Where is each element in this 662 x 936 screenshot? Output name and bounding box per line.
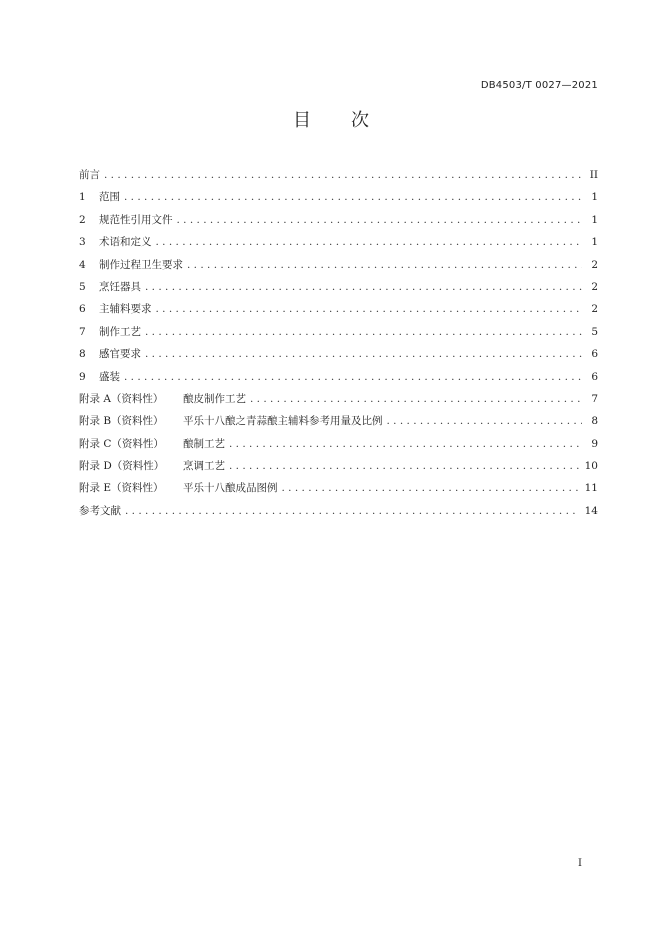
toc-entry-appendix: 附录 C（资料性） (79, 437, 164, 450)
toc-entry-appendix: 附录 E（资料性） (79, 482, 164, 495)
toc-entry-label: 范围 (99, 191, 120, 204)
dot-leader (387, 410, 583, 432)
dot-leader (229, 433, 582, 455)
toc-entry-page: 2 (591, 280, 598, 293)
toc-entry-process[interactable] (79, 321, 598, 343)
toc-entry-number: 9 (79, 370, 86, 383)
toc-entry-page: 7 (591, 392, 598, 405)
toc-entry-label: 制作过程卫生要求 (99, 258, 183, 271)
toc-entry-appendix: 附录 D（资料性） (79, 460, 165, 473)
toc-entry-hygiene[interactable] (79, 254, 598, 276)
toc-entry-number: 7 (79, 325, 86, 338)
toc-entry-label: 平乐十八酿成品图例 (183, 482, 278, 495)
dot-leader (250, 388, 582, 410)
page-number: I (578, 858, 582, 869)
toc-entry-cookware[interactable] (79, 276, 598, 298)
dot-leader (124, 366, 582, 388)
toc-entry-page: II (589, 169, 598, 181)
toc-entry-number: 2 (79, 213, 86, 226)
toc-entry-label: 盛装 (99, 370, 120, 383)
dot-leader (177, 209, 583, 231)
toc-entry-sensory[interactable] (79, 343, 598, 365)
toc-entry-label: 规范性引用文件 (99, 213, 173, 226)
toc-entry-page: 5 (591, 325, 598, 338)
toc-entry-label: 术语和定义 (99, 236, 152, 249)
table-of-contents (79, 164, 598, 522)
toc-entry-page: 1 (591, 191, 598, 204)
dot-leader (104, 164, 582, 186)
toc-entry-page: 1 (591, 236, 598, 249)
toc-entry-label: 前言 (79, 169, 100, 181)
toc-entry-label: 酿制工艺 (183, 437, 225, 450)
toc-entry-page: 6 (591, 348, 598, 361)
toc-entry-appendix: 附录 A（资料性） (79, 392, 164, 405)
dot-leader (187, 254, 582, 276)
dot-leader (125, 500, 579, 522)
toc-entry-label: 感官要求 (99, 348, 141, 361)
toc-entry-page: 2 (591, 258, 598, 271)
dot-leader (156, 231, 583, 253)
toc-entry-number: 8 (79, 348, 86, 361)
toc-entry-serving[interactable] (79, 366, 598, 388)
toc-entry-normative-references[interactable] (79, 209, 598, 231)
toc-entry-page: 2 (591, 303, 598, 316)
toc-entry-page: 14 (584, 504, 598, 517)
dot-leader (282, 477, 579, 499)
toc-entry-appendix-c[interactable] (79, 433, 598, 455)
dot-leader (145, 321, 582, 343)
toc-entry-page: 9 (591, 437, 598, 450)
toc-entry-ingredients[interactable] (79, 298, 598, 320)
toc-entry-appendix: 附录 B（资料性） (79, 415, 164, 428)
toc-entry-label: 平乐十八酿之青蒜酿主辅料参考用量及比例 (183, 415, 383, 428)
toc-entry-number: 3 (79, 236, 86, 249)
page-title (0, 106, 662, 132)
toc-entry-page: 6 (591, 370, 598, 383)
toc-entry-number: 1 (79, 191, 86, 204)
toc-entry-appendix-d[interactable] (79, 455, 598, 477)
dot-leader (145, 343, 582, 365)
toc-entry-page: 8 (591, 415, 598, 428)
toc-entry-label: 烹饪器具 (99, 280, 141, 293)
dot-leader (124, 186, 582, 208)
dot-leader (156, 298, 583, 320)
toc-entry-label: 烹调工艺 (183, 460, 225, 473)
title-char-1: 目 (293, 110, 311, 131)
toc-entry-foreword[interactable] (79, 164, 598, 186)
toc-entry-appendix-a[interactable] (79, 388, 598, 410)
toc-entry-page: 11 (584, 482, 598, 495)
toc-entry-label: 制作工艺 (99, 325, 141, 338)
toc-entry-appendix-b[interactable] (79, 410, 598, 432)
toc-entry-bibliography[interactable] (79, 500, 598, 522)
toc-entry-appendix-e[interactable] (79, 477, 598, 499)
document-id: DB4503/T 0027—2021 (480, 80, 598, 91)
toc-entry-page: 10 (584, 460, 598, 473)
toc-entry-label: 主辅料要求 (99, 303, 152, 316)
dot-leader (145, 276, 582, 298)
toc-entry-label: 酿皮制作工艺 (183, 392, 246, 405)
toc-entry-number: 6 (79, 303, 86, 316)
title-char-2: 次 (351, 110, 369, 131)
toc-entry-number: 4 (79, 258, 86, 271)
dot-leader (229, 455, 579, 477)
toc-entry-number: 5 (79, 280, 86, 293)
toc-entry-page: 1 (591, 213, 598, 226)
toc-entry-scope[interactable] (79, 186, 598, 208)
toc-entry-terms-definitions[interactable] (79, 231, 598, 253)
toc-entry-label: 参考文献 (79, 504, 121, 517)
